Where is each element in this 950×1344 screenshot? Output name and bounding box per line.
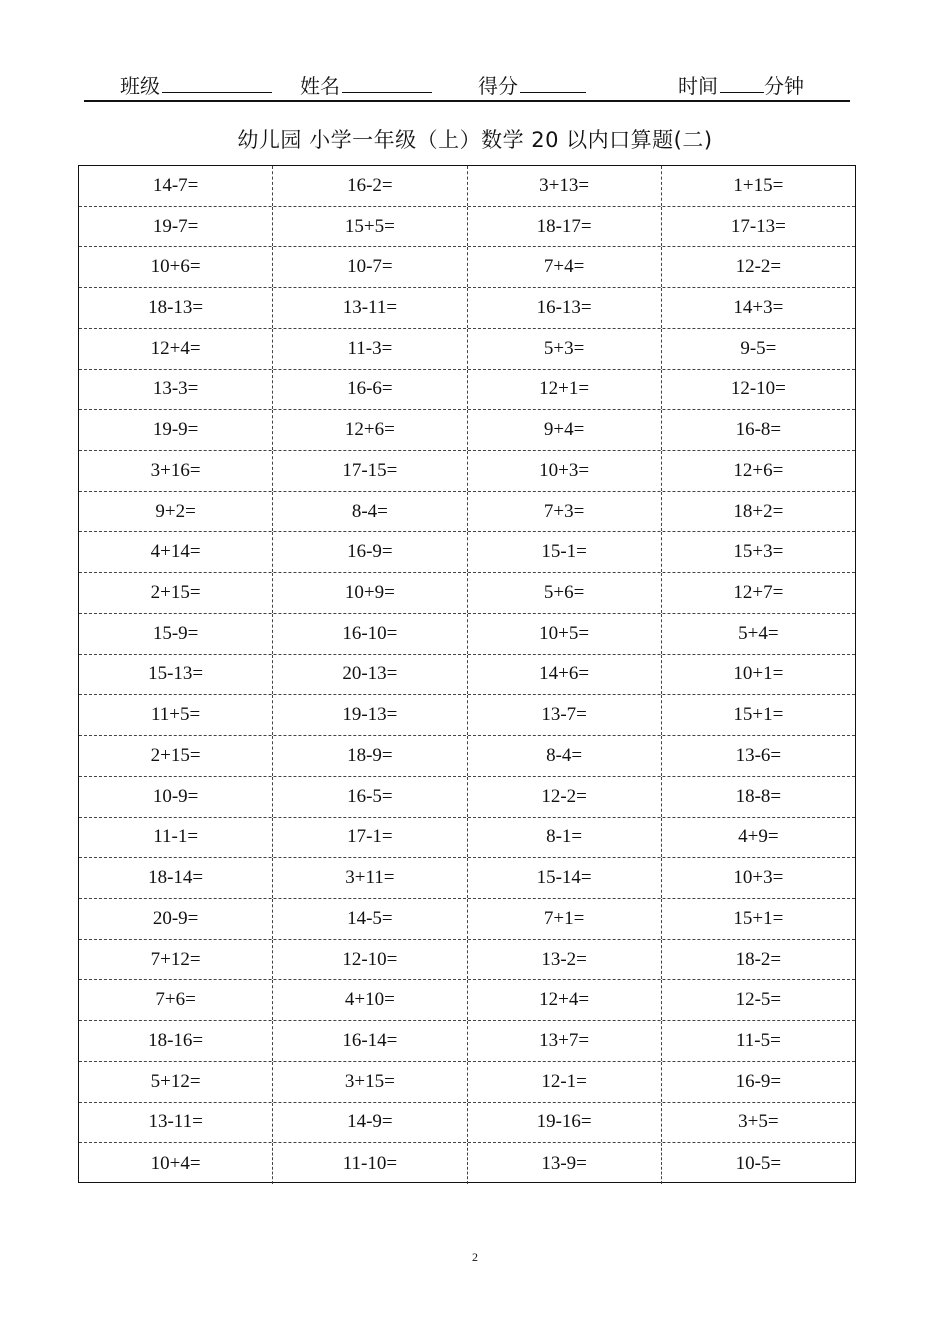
problem-cell: 8-4=: [273, 492, 467, 532]
problem-cell: 4+9=: [738, 826, 779, 848]
problem-row: [79, 1143, 855, 1184]
problem-cell: 12-2=: [468, 777, 662, 817]
problem-cell: 10+3=: [733, 867, 784, 889]
problem-cell: 5+12=: [79, 1062, 273, 1102]
problem-cell: 10+4=: [79, 1143, 273, 1184]
score-blank[interactable]: [520, 74, 586, 93]
problem-cell: 16-10=: [273, 614, 467, 654]
problem-cell: 4+14=: [79, 532, 273, 572]
problem-row: [79, 573, 855, 614]
problem-cell: 13-9=: [468, 1143, 662, 1184]
problem-cell: 12+6=: [733, 459, 784, 481]
problem-row: [79, 247, 855, 288]
problem-row: [79, 492, 855, 533]
problem-cell: 9-5=: [740, 337, 777, 359]
problem-cell: 13-11=: [273, 288, 467, 328]
problem-cell: 16-8=: [735, 419, 782, 441]
problem-cell: 11-10=: [273, 1143, 467, 1184]
problem-row: [79, 695, 855, 736]
problem-cell: 10-7=: [273, 247, 467, 287]
problem-cell: 5+4=: [738, 622, 779, 644]
problem-cell: 16-13=: [468, 288, 662, 328]
problem-row: [79, 614, 855, 655]
problem-cell: 12+7=: [733, 582, 784, 604]
problem-cell: 16-5=: [273, 777, 467, 817]
problem-cell: 8-4=: [468, 736, 662, 776]
problem-cell: 15-1=: [468, 532, 662, 572]
problem-cell: 15+3=: [733, 541, 784, 563]
problem-cell: 19-7=: [79, 207, 273, 247]
problem-cell: 12+4=: [79, 329, 273, 369]
problem-cell: 18-17=: [468, 207, 662, 247]
problem-cell: 14+3=: [733, 297, 784, 319]
problem-row: [79, 532, 855, 573]
class-label: 班级: [120, 74, 160, 98]
problem-cell: 14-9=: [273, 1103, 467, 1143]
problem-cell: 10+3=: [468, 451, 662, 491]
problem-cell: 14-5=: [273, 899, 467, 939]
problem-cell: 20-9=: [79, 899, 273, 939]
header-info-line: [84, 66, 850, 102]
problem-cell: 4+10=: [273, 980, 467, 1020]
problem-row: [79, 1021, 855, 1062]
problem-cell: 16-9=: [273, 532, 467, 572]
page-title: 幼儿园 小学一年级（上）数学 20 以内口算题(二): [237, 128, 713, 152]
problem-row: [79, 451, 855, 492]
problem-row: [79, 899, 855, 940]
problem-cell: 7+1=: [468, 899, 662, 939]
problem-cell: 17-1=: [273, 818, 467, 858]
problem-cell: 16-6=: [273, 370, 467, 410]
problem-row: [79, 777, 855, 818]
problem-cell: 13-2=: [468, 940, 662, 980]
time-blank[interactable]: [720, 74, 764, 93]
problem-row: [79, 736, 855, 777]
name-label: 姓名: [300, 74, 340, 98]
problem-cell: 10+1=: [733, 663, 784, 685]
problem-row: [79, 1103, 855, 1144]
problem-cell: 14+6=: [468, 655, 662, 695]
problem-cell: 17-13=: [730, 215, 786, 237]
problem-cell: 12-1=: [468, 1062, 662, 1102]
problem-cell: 12+1=: [468, 370, 662, 410]
problem-cell: 11-3=: [273, 329, 467, 369]
problem-cell: 10-9=: [79, 777, 273, 817]
problem-cell: 12-10=: [273, 940, 467, 980]
problem-row: [79, 980, 855, 1021]
problem-cell: 12-5=: [735, 989, 782, 1011]
class-blank[interactable]: [162, 74, 272, 93]
problem-cell: 3+15=: [273, 1062, 467, 1102]
problem-row: [79, 1062, 855, 1103]
problem-cell: 5+6=: [468, 573, 662, 613]
problem-cell: 18-16=: [79, 1021, 273, 1061]
problem-cell: 11-1=: [79, 818, 273, 858]
problem-cell: 11-5=: [735, 1029, 781, 1051]
problem-cell: 3+11=: [273, 858, 467, 898]
problem-cell: 10-5=: [735, 1152, 782, 1174]
class-field: [120, 70, 272, 99]
problem-cell: 10+6=: [79, 247, 273, 287]
problem-cell: 19-9=: [79, 410, 273, 450]
page-number: 2: [472, 1250, 478, 1264]
problem-cell: 18-13=: [79, 288, 273, 328]
problem-cell: 18-9=: [273, 736, 467, 776]
problem-cell: 13-11=: [79, 1103, 273, 1143]
problem-row: [79, 288, 855, 329]
problem-cell: 18-2=: [735, 948, 782, 970]
problem-cell: 2+15=: [79, 736, 273, 776]
problem-cell: 11+5=: [79, 695, 273, 735]
problem-cell: 7+3=: [468, 492, 662, 532]
problem-cell: 16-2=: [273, 166, 467, 206]
problem-cell: 13-3=: [79, 370, 273, 410]
problem-cell: 13+7=: [468, 1021, 662, 1061]
problem-cell: 14-7=: [79, 166, 273, 206]
problem-cell: 15+5=: [273, 207, 467, 247]
problem-cell: 15+1=: [733, 704, 784, 726]
problem-cell: 1+15=: [733, 174, 784, 196]
problem-cell: 16-9=: [735, 1070, 782, 1092]
problem-cell: 18+2=: [733, 500, 784, 522]
problem-cell: 9+4=: [468, 410, 662, 450]
problem-cell: 12-2=: [735, 256, 782, 278]
score-field: [478, 70, 586, 99]
problem-cell: 7+6=: [79, 980, 273, 1020]
problem-cell: 19-13=: [273, 695, 467, 735]
time-label: 时间: [678, 74, 718, 98]
problem-cell: 13-7=: [468, 695, 662, 735]
problem-cell: 12+6=: [273, 410, 467, 450]
problem-row: [79, 818, 855, 859]
problem-grid: [78, 165, 856, 1183]
time-field: [678, 70, 804, 99]
problem-cell: 12-10=: [730, 378, 786, 400]
problem-cell: 18-14=: [79, 858, 273, 898]
problem-row: [79, 858, 855, 899]
problem-cell: 3+16=: [79, 451, 273, 491]
problem-cell: 3+13=: [468, 166, 662, 206]
problem-cell: 20-13=: [273, 655, 467, 695]
problem-row: [79, 329, 855, 370]
problem-cell: 15+1=: [733, 907, 784, 929]
problem-cell: 2+15=: [79, 573, 273, 613]
problem-cell: 15-9=: [79, 614, 273, 654]
problem-cell: 7+4=: [468, 247, 662, 287]
problem-cell: 10+9=: [273, 573, 467, 613]
problem-row: [79, 410, 855, 451]
problem-cell: 15-14=: [468, 858, 662, 898]
problem-cell: 15-13=: [79, 655, 273, 695]
problem-row: [79, 207, 855, 248]
name-field: [300, 70, 432, 99]
score-label: 得分: [478, 74, 518, 98]
problem-cell: 19-16=: [468, 1103, 662, 1143]
problem-cell: 9+2=: [79, 492, 273, 532]
problem-cell: 3+5=: [738, 1111, 779, 1133]
time-unit: 分钟: [764, 74, 804, 98]
problem-cell: 5+3=: [468, 329, 662, 369]
problem-row: [79, 166, 855, 207]
problem-cell: 8-1=: [468, 818, 662, 858]
problem-row: [79, 655, 855, 696]
problem-row: [79, 940, 855, 981]
problem-cell: 17-15=: [273, 451, 467, 491]
name-blank[interactable]: [342, 74, 432, 93]
problem-cell: 18-8=: [735, 785, 782, 807]
problem-cell: 13-6=: [735, 744, 782, 766]
problem-cell: 10+5=: [468, 614, 662, 654]
problem-row: [79, 370, 855, 411]
problem-cell: 7+12=: [79, 940, 273, 980]
problem-cell: 12+4=: [468, 980, 662, 1020]
problem-cell: 16-14=: [273, 1021, 467, 1061]
